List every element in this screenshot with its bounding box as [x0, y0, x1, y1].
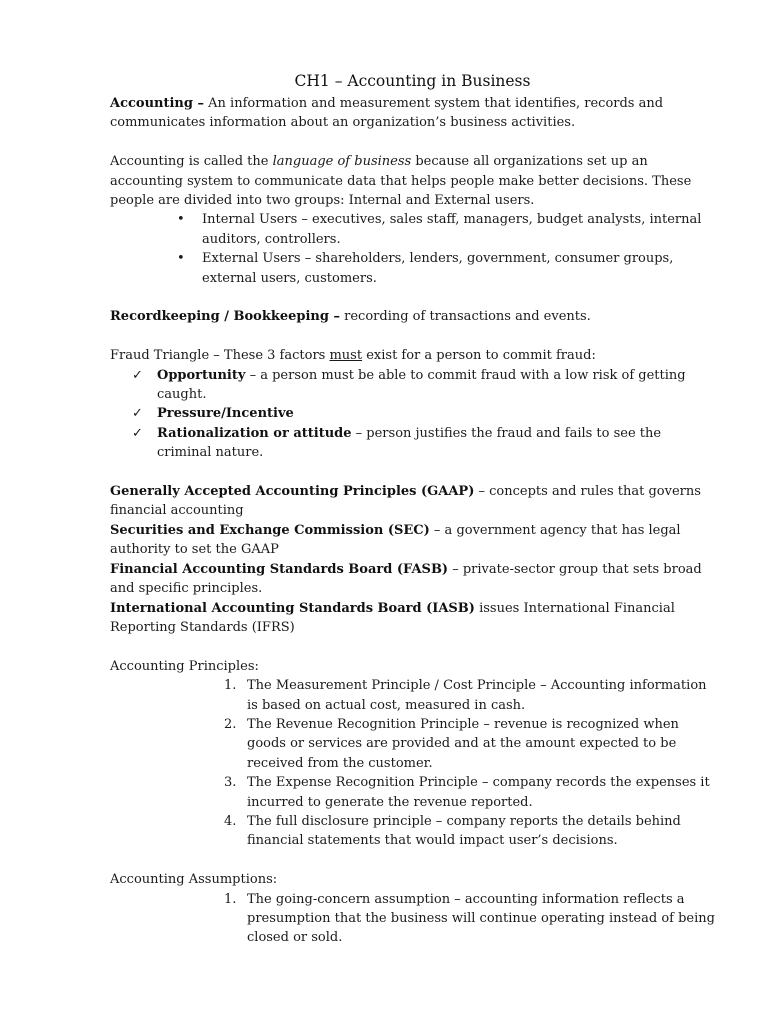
gaap-term: Generally Accepted Accounting Principles (GAAP): [110, 484, 475, 500]
language-paragraph: [110, 152, 715, 210]
accounting-term: Accounting –: [110, 96, 205, 111]
iasb-text: issues International Financial Reporting Standards (IFRS): [110, 600, 675, 635]
list-item: [110, 676, 715, 715]
list-number: 4.: [224, 813, 237, 829]
list-number: 3.: [224, 775, 237, 791]
list-item-text: The going-concern assumption – accounting information reflects a presumption that the business will continue operating instead of being closed or sold.: [247, 891, 715, 946]
principles-list: [110, 676, 715, 851]
sec-term: Securities and Exchange Commission (SEC): [110, 522, 430, 538]
bullet-icon: •: [177, 212, 185, 228]
list-item: [110, 890, 715, 948]
list-item: [110, 210, 715, 249]
checkmark-icon: ✓: [132, 367, 143, 383]
spacer: [110, 327, 715, 346]
gaap-definition: [110, 482, 715, 521]
fraud-factor-term: Opportunity: [157, 367, 246, 383]
assumptions-heading: Accounting Assumptions:: [110, 872, 278, 888]
fasb-definition: [110, 560, 715, 599]
list-item-text: The Revenue Recognition Principle – revenue is recognized when goods or services are provided and at the amount expected to be received from the customer.: [247, 716, 679, 771]
list-item: [110, 404, 715, 423]
fasb-text: – private-sector group that sets broad and specific principles.: [110, 561, 702, 597]
recordkeeping-text: recording of transactions and events.: [340, 309, 591, 325]
list-item: [110, 812, 715, 851]
spacer: [110, 288, 715, 307]
fraud-factor-text: – person justifies the fraud and fails to see the criminal nature.: [157, 425, 662, 461]
assumptions-list: [110, 890, 715, 948]
sec-definition: [110, 521, 715, 560]
language-italic: language of business: [272, 154, 412, 170]
list-item: [110, 366, 715, 405]
accounting-definition: [110, 94, 715, 133]
gaap-text: – concepts and rules that governs financial accounting: [110, 484, 701, 519]
list-item-text: The Measurement Principle / Cost Principle – Accounting information is based on actual cost, measured in cash.: [247, 678, 707, 713]
bullet-icon: •: [177, 251, 185, 267]
list-item: [110, 773, 715, 812]
fraud-intro-after: exist for a person to commit fraud:: [362, 348, 596, 364]
checkmark-icon: ✓: [132, 406, 143, 422]
checkmark-icon: ✓: [132, 425, 143, 441]
list-number: 1.: [224, 891, 237, 907]
list-item-text: External Users – shareholders, lenders, government, consumer groups, external users, customers.: [202, 251, 674, 286]
recordkeeping-term: Recordkeeping / Bookkeeping –: [110, 309, 341, 325]
fraud-intro-before: Fraud Triangle – These 3 factors: [110, 348, 330, 364]
list-item-text: The full disclosure principle – company reports the details behind financial statements that would impact user’s decisions.: [247, 813, 681, 849]
spacer: [110, 463, 715, 482]
list-item: [110, 715, 715, 773]
fraud-factor-term: Pressure/Incentive: [157, 406, 294, 422]
language-before: Accounting is called the: [110, 154, 273, 170]
list-item: [110, 424, 715, 463]
principles-heading: Accounting Principles:: [110, 658, 259, 674]
fraud-factor-term: Rationalization or attitude: [157, 425, 352, 441]
language-after: because all organizations set up an accounting system to communicate data that helps people make better decisions. These people are divided into two groups: Internal and External users.: [110, 154, 692, 209]
iasb-definition: [110, 599, 715, 638]
fraud-intro: [110, 346, 715, 365]
fraud-factor-text: – a person must be able to commit fraud with a low risk of getting caught.: [157, 367, 686, 403]
user-groups-list: [110, 210, 715, 288]
fasb-term: Financial Accounting Standards Board (FASB): [110, 561, 449, 577]
recordkeeping-definition: [110, 307, 715, 326]
sec-text: – a government agency that has legal authority to set the GAAP: [110, 522, 681, 558]
accounting-text: An information and measurement system that identifies, records and communicates information about an organization’s business activities.: [110, 96, 664, 131]
list-number: 2.: [224, 716, 237, 732]
list-item: [110, 249, 715, 288]
document-page: [110, 70, 715, 948]
spacer: [110, 133, 715, 152]
fraud-factors-list: [110, 366, 715, 463]
iasb-term: International Accounting Standards Board (IASB): [110, 600, 475, 616]
page-title: CH1 – Accounting in Business: [294, 72, 531, 90]
spacer: [110, 637, 715, 656]
fraud-intro-underline: must: [329, 348, 363, 364]
spacer: [110, 851, 715, 870]
list-item-text: The Expense Recognition Principle – company records the expenses it incurred to generate the revenue reported.: [247, 775, 710, 810]
list-number: 1.: [224, 678, 237, 694]
list-item-text: Internal Users – executives, sales staff, managers, budget analysts, internal auditors, controllers.: [202, 212, 702, 247]
